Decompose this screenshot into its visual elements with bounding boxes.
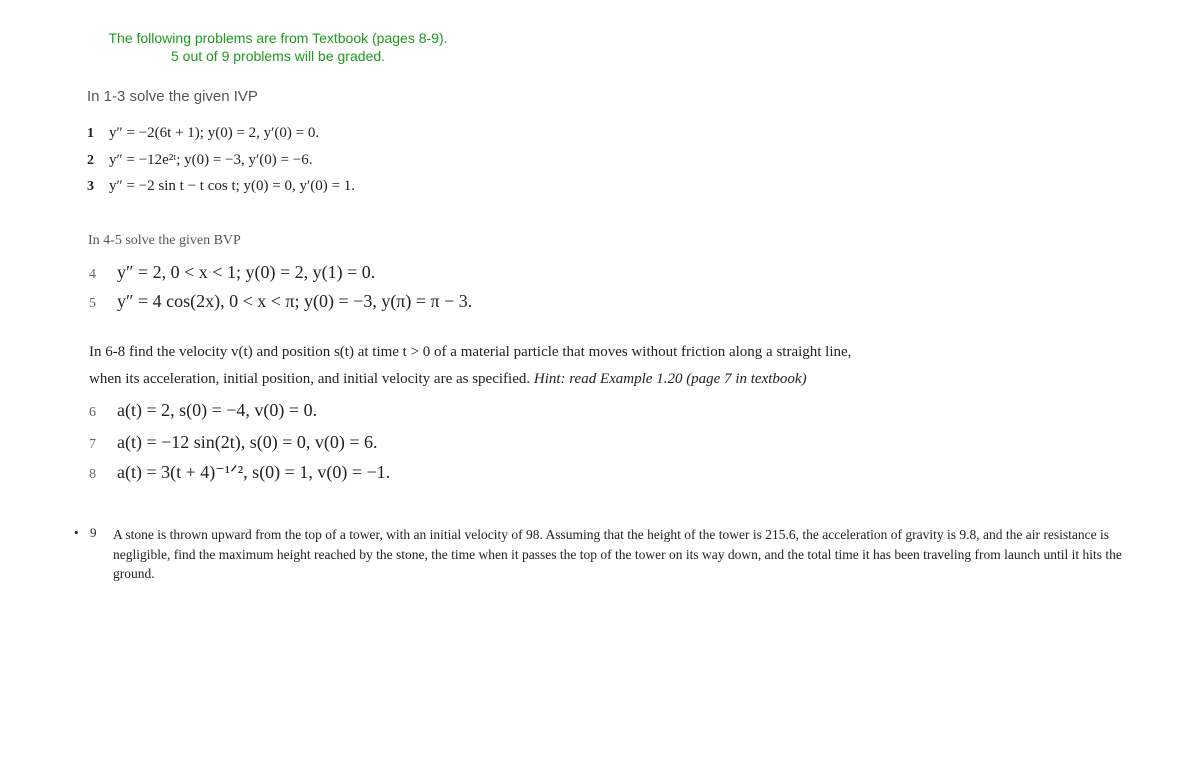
problem-number: 3 [87,179,94,194]
ivp-problem-3 [87,177,355,195]
problem-equation: y″ = −2(6t + 1); y(0) = 2, y′(0) = 0. [109,125,320,141]
motion-problem-6 [89,400,317,421]
problem-number: 2 [87,153,94,168]
problem-number: 7 [89,437,96,452]
problem-number: 1 [87,126,94,141]
bvp-problem-4 [89,262,375,283]
problem-number: 4 [89,267,96,282]
problem-equation: a(t) = 3(t + 4)⁻¹ᐟ², s(0) = 1, v(0) = −1. [117,462,391,482]
problem-9-number: 9 [90,525,97,540]
motion-intro-line-2 [89,371,807,388]
problem-9-text: A stone is thrown upward from the top of a tower, with an initial velocity of 98. Assuming that the height of the tower is 215.6, the acceleration of gravity is 9.8, and the air resistance is negligible, find the maximum height reached by the stone, the time when it passes the top of the tower on its way down, and the total time it has been traveling from launch until it hits the ground. [113,527,1122,581]
notice-line-1: The following problems are from Textbook (pages 8-9). [108,30,448,46]
problem-equation: y″ = 2, 0 < x < 1; y(0) = 2, y(1) = 0. [117,262,376,282]
problem-number: 8 [89,467,96,482]
notice-line-2: 5 out of 9 problems will be graded. [170,48,385,64]
motion-problem-7 [89,432,378,453]
problem-number: 6 [89,405,96,420]
motion-intro-line-1: In 6-8 find the velocity v(t) and position s(t) at time t > 0 of a material particle that moves without friction along a straight line, [89,344,852,360]
bvp-problem-5 [89,291,472,312]
motion-hint: Hint: read Example 1.20 (page 7 in textbook) [533,371,807,387]
ivp-heading: In 1-3 solve the given IVP [87,88,258,105]
problem-equation: y″ = −12e²ᵗ; y(0) = −3, y′(0) = −6. [109,152,313,168]
problem-number: 5 [89,296,96,311]
ivp-problem-1 [87,124,319,142]
problem-equation: y″ = 4 cos(2x), 0 < x < π; y(0) = −3, y(π) = π − 3. [117,291,473,311]
motion-problem-8 [89,462,390,483]
problem-equation: a(t) = 2, s(0) = −4, v(0) = 0. [117,400,318,420]
problem-equation: y″ = −2 sin t − t cos t; y(0) = 0, y′(0) = 1. [109,178,355,194]
motion-intro-text: when its acceleration, initial position, and initial velocity are as specified. [89,371,531,387]
problem-9-bullet: • [74,525,79,540]
bvp-heading: In 4-5 solve the given BVP [88,233,241,248]
ivp-problem-2 [87,151,312,169]
problem-equation: a(t) = −12 sin(2t), s(0) = 0, v(0) = 6. [117,432,378,452]
